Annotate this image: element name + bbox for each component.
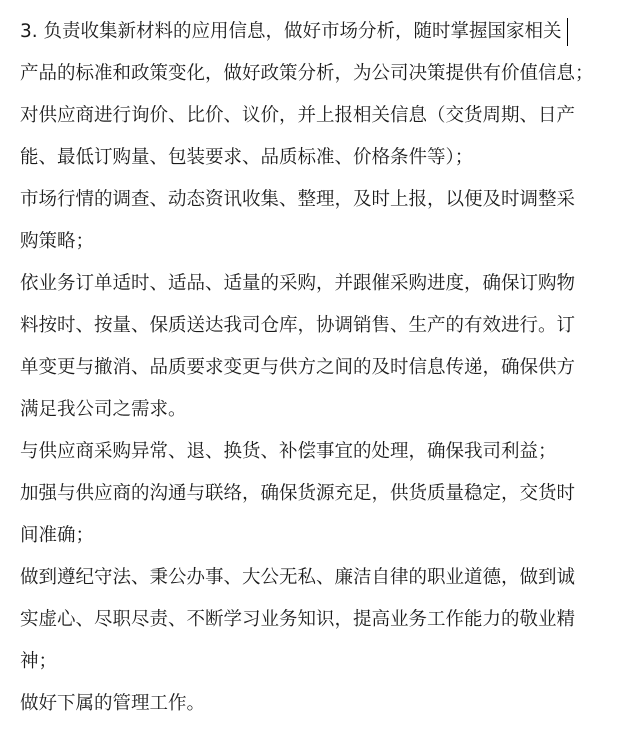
text-line: 满足我公司之需求。 xyxy=(20,399,187,420)
text-line: 单变更与撤消、品质要求变更与供方之间的及时信息传递，确保供方 xyxy=(20,357,576,378)
text-cursor xyxy=(567,18,568,46)
text-line: 产品的标准和政策变化，做好政策分析，为公司决策提供有价值信息； xyxy=(20,63,594,84)
text-line: 依业务订单适时、适品、适量的采购，并跟催采购进度，确保订购物 xyxy=(20,273,576,294)
text-line: 神； xyxy=(20,651,58,672)
text-line: 实虚心、尽职尽责、不断学习业务知识，提高业务工作能力的敬业精 xyxy=(20,609,576,630)
text-line: 3. 负责收集新材料的应用信息，做好市场分析，随时掌握国家相关 xyxy=(20,21,562,42)
text-line: 做好下属的管理工作。 xyxy=(20,693,206,714)
text-line: 料按时、按量、保质送达我司仓库，协调销售、生产的有效进行。订 xyxy=(20,315,576,336)
text-line: 购策略； xyxy=(20,231,95,252)
text-line: 加强与供应商的沟通与联络，确保货源充足，供货质量稳定，交货时 xyxy=(20,483,576,504)
text-line: 能、最低订购量、包装要求、品质标准、价格条件等）； xyxy=(20,147,474,168)
text-line: 对供应商进行询价、比价、议价，并上报相关信息（交货周期、日产 xyxy=(20,105,576,126)
text-line: 市场行情的调查、动态资讯收集、整理，及时上报，以便及时调整采 xyxy=(20,189,576,210)
text-line: 间准确； xyxy=(20,525,95,546)
text-line: 与供应商采购异常、退、换货、补偿事宜的处理，确保我司利益； xyxy=(20,441,557,462)
text-line: 做到遵纪守法、秉公办事、大公无私、廉洁自律的职业道德，做到诚 xyxy=(20,567,576,588)
